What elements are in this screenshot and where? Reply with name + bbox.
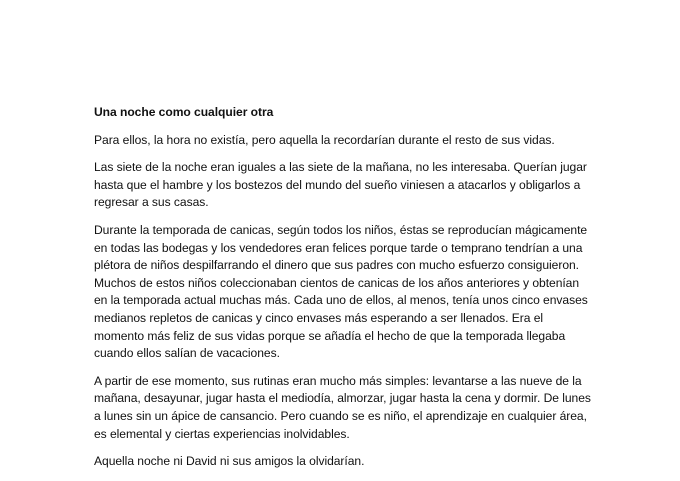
paragraph: Durante la temporada de canicas, según todos los niños, éstas se reproducían mágicamente en todas las bodegas y los vendedores eran felices porque tarde o temprano tendrían a una plétora de niños despilfarrando el dinero que sus padres con mucho esfuerzo consiguieron. Muchos de estos niños coleccionaban cientos de canicas de los años anteriores y obtenían en la temporada actual muchas más. Cada uno de ellos, al menos, tenía unos cinco envases medianos repletos de canicas y cinco envases más esperando a ser llenados. Era el momento más feliz de sus vidas porque se añadía el hecho de que la temporada llegaba cuando ellos salían de vacaciones. xyxy=(94,222,588,361)
paragraph: Las siete de la noche eran iguales a las siete de la mañana, no les interesaba. Querían jugar hasta que el hambre y los bostezos del mundo del sueño viniesen a atacarlos y obligarlos a regresar a sus casas. xyxy=(94,160,587,210)
document-title: Una noche como cualquier otra xyxy=(94,105,274,119)
paragraph: Aquella noche ni David ni sus amigos la olvidarían. xyxy=(94,454,365,469)
paragraph: A partir de ese momento, sus rutinas eran mucho más simples: levantarse a las nueve de la mañana, desayunar, jugar hasta el mediodía, almorzar, jugar hasta la cena y dormir. De lunes a lunes sin un ápice de cansancio. Pero cuando se es niño, el aprendizaje en cualquier área, es elemental y ciertas experiencias inolvidables. xyxy=(94,373,591,441)
document-body xyxy=(94,104,594,481)
paragraph: Para ellos, la hora no existía, pero aquella la recordarían durante el resto de sus vidas. xyxy=(94,132,555,147)
